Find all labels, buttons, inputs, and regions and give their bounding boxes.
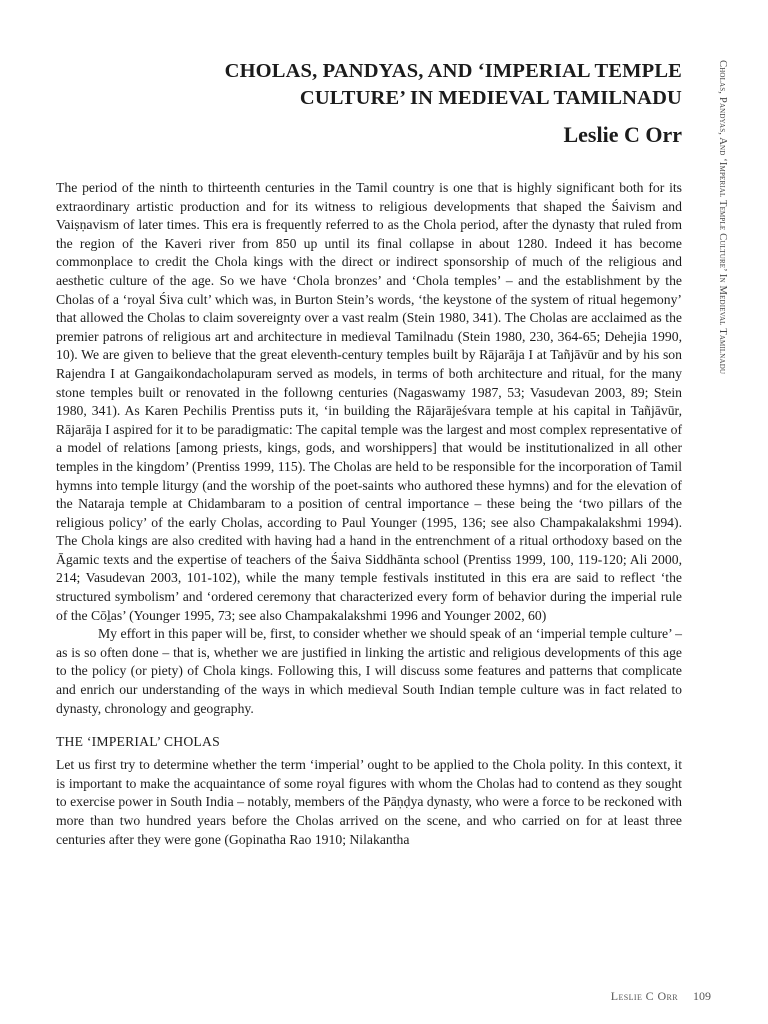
body-paragraph-2: My effort in this paper will be, first, to consider whether we should speak of an ‘imperial temple culture’ – as is so often done – that is, whether we are justified in linking the artistic and religious developments of this age to the policy (or piety) of Chola kings. Following this, I will discuss some features and patterns that complicate and enrich our understanding of the ways in which medieval South Indian temple culture was in fact related to dynasty, chronology and geography. (56, 626, 682, 716)
article-body (56, 179, 682, 849)
article-author: Leslie C Orr (563, 122, 682, 147)
running-title-vertical: Cholas, Pandyas, And ‘Imperial Temple Culture’ In Medieval Tamilnadu (717, 60, 728, 375)
article-title-line-1: CHOLAS, PANDYAS, AND ‘IMPERIAL TEMPLE (224, 60, 682, 82)
page-footer (611, 989, 711, 1004)
section-heading: THE ‘IMPERIAL’ CHOLAS (56, 734, 220, 750)
page-number: 109 (693, 989, 711, 1003)
body-paragraph-3: Let us first try to determine whether the term ‘imperial’ ought to be applied to the Chola polity. In this context, it is important to make the acquaintance of some royal figures with whom the Cholas had to contend as they sought to exercise power in South India – notably, members of the Pāṇḍya dynasty, who were a force to be reckoned with more than two hundred years before the Cholas arrived on the scene, and who carried on for at least three centuries after they were gone (Gopinatha Rao 1910; Nilakantha (56, 757, 682, 847)
footer-author: Leslie C Orr (610, 989, 678, 1003)
article-title (110, 58, 682, 112)
body-paragraph-1: The period of the ninth to thirteenth centuries in the Tamil country is one that is highly significant both for its extraordinary artistic production and for its witness to religious developments that shaped the Śaivism and Vaiṣṇavism of later times. This era is frequently referred to as the Chola period, after the dynasty that ruled from the region of the Kaveri river from 850 up until its final collapse in about 1280. Indeed it has become commonplace to credit the Chola kings with the direct or indirect sponsorship of much of the religious and aesthetic culture of the age. So we have ‘Chola bronzes’ and ‘Chola temples’ – and the establishment by the Cholas of a ‘royal Śiva cult’ which was, in Burton Stein’s words, ‘the keystone of the system of ritual hegemony’ that allowed the Cholas to claim sovereignty over a vast realm (Stein 1980, 341). The Cholas are acclaimed as the premier patrons of religious art and architecture in medieval Tamilnadu (Stein 1980, 230, 364-65; Dehejia 1990, 10). We are given to believe that the great eleventh-century temples built by Rājarāja I at Tañjāvūr and by his son Rajendra I at Gangaikondacholapuram served as models, in terms of both architecture and ritual, for the many stone temples built or renovated in the followng centuries (Nagaswamy 1987, 53; Vasudevan 2003, 89; Stein 1980, 341). As Karen Pechilis Prentiss puts it, ‘in building the Rājarājeśvara temple at his capital in Tañjāvūr, Rājarāja I aspired for it to be paradigmatic: The capital temple was the largest and most complex representative of a model of relations [among priests, kings, gods, and worshippers] that would be institutionalized in all other temples in the kingdom’ (Prentiss 1999, 115). The Cholas are held to be responsible for the incorporation of Tamil hymns into temple liturgy (and the worship of the poet-saints who authored these hymns) and for the elevation of the Nataraja temple at Chidambaram to a position of central importance – these being the ‘two pillars of the religious policy’ of the early Cholas, according to Paul Younger (1995, 136; see also Champakalakshmi 1994). The Chola kings are also credited with having had a hand in the entrenchment of a ritual orthodoxy based on the Āgamic texts and the expertise of teachers of the Śaiva Siddhānta school (Prentiss 1999, 100, 119-120; Ali 2000, 214; Vasudevan 2003, 101-102), while the many temple festivals instituted in this era are said to reflect ‘the structured symbolism’ and ‘ordered ceremony that characterized every form of behavior during the imperial rule of the Cōḻas’ (Younger 1995, 73; see also Champakalakshmi 1996 and Younger 2002, 60) (56, 180, 682, 623)
article-title-line-2: CULTURE’ IN MEDIEVAL TAMILNADU (299, 87, 682, 109)
